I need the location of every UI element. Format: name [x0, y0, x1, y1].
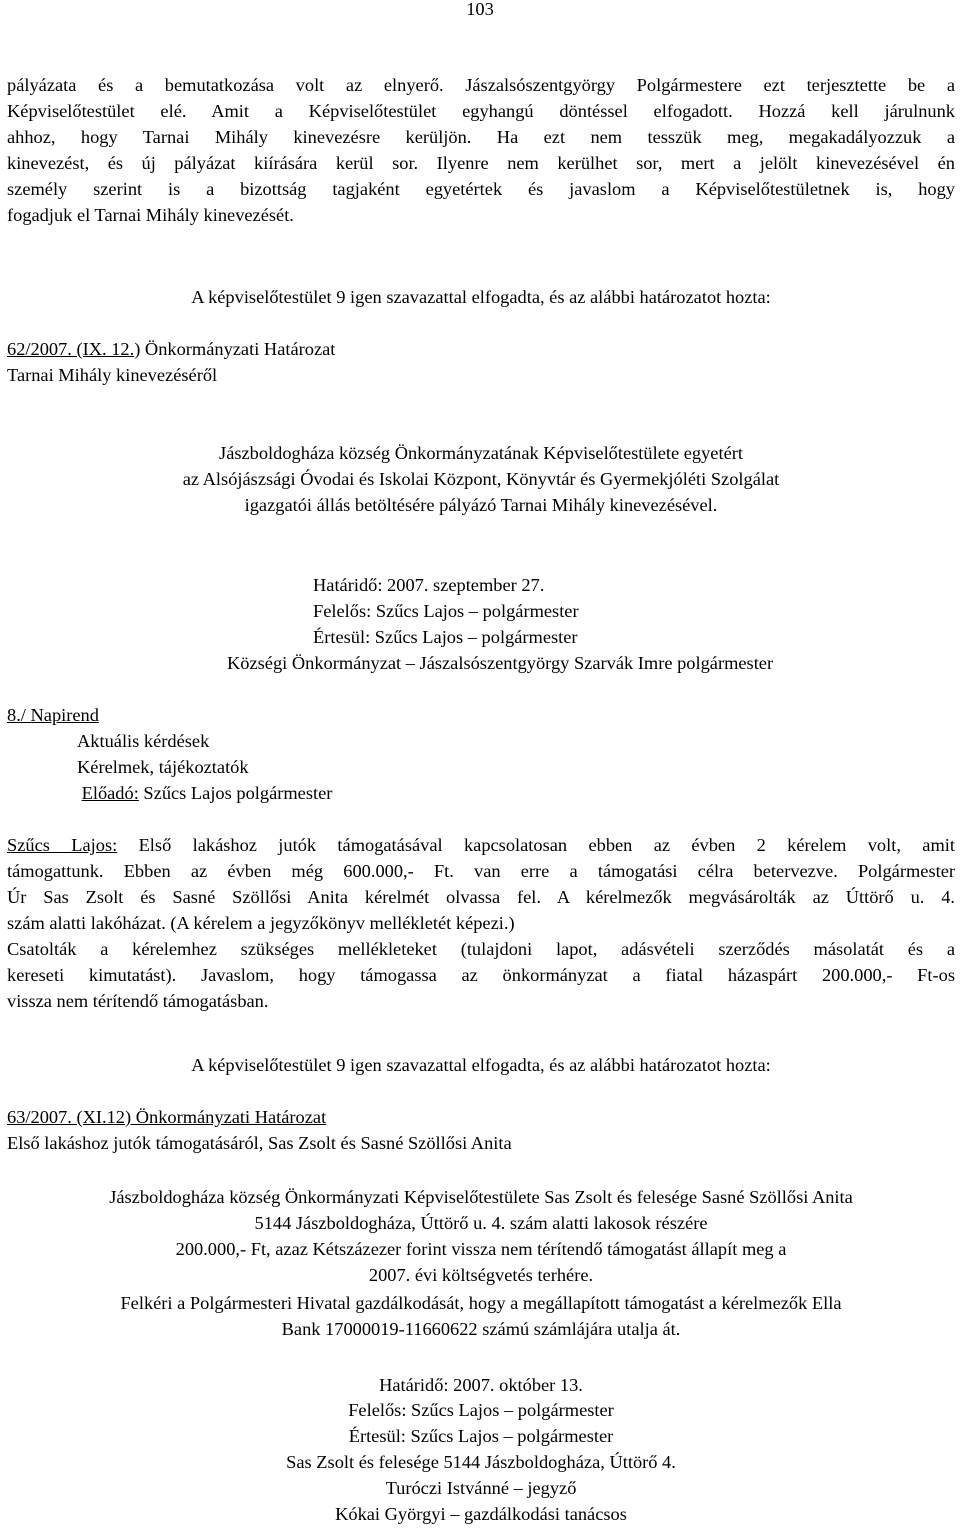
resolution-number: 62/2007. (IX. 12.	[7, 339, 135, 359]
resolution-title-text: ) Önkormányzati Határozat	[134, 339, 336, 359]
notified-recipient: Kókai Györgyi – gazdálkodási tanácsos	[335, 1504, 627, 1524]
resolution-body-line: Felkéri a Polgármesteri Hivatal gazdálkodását, hogy a megállapított támogatást a kérelmezők Ella	[120, 1293, 842, 1313]
notified: Értesül: Szűcs Lajos – polgármester	[348, 1426, 614, 1446]
presenter-label: Előadó:	[81, 783, 139, 803]
resolution-body-line: igazgatói állás betöltésére pályázó Tarnai Mihály kinevezésével.	[244, 495, 718, 515]
resolution-body-line: 5144 Jászboldogháza, Úttörő u. 4. szám alatti lakosok részére	[254, 1213, 708, 1233]
speech-line: vissza nem térítendő támogatásban.	[7, 991, 269, 1011]
page-number: 103	[466, 0, 494, 19]
resolution-subject: Tarnai Mihály kinevezéséről	[7, 365, 218, 385]
resolution-title	[7, 336, 955, 362]
agenda-item: Aktuális kérdések	[77, 731, 210, 751]
paragraph-line: pályázata és a bemutatkozása volt az elnyerő. Jászalsószentgyörgy Polgármestere ezt terjesztette be a	[7, 75, 955, 95]
paragraph-line: ahhoz, hogy Tarnai Mihály kinevezésre kerüljön. Ha ezt nem tesszük meg, megakadályozzuk a	[7, 127, 955, 147]
speaker-name: Szűcs Lajos:	[7, 835, 118, 855]
notified-recipient: Turóczi Istvánné – jegyző	[385, 1478, 577, 1498]
agenda-number	[7, 702, 955, 728]
responsible: Felelős: Szűcs Lajos – polgármester	[348, 1400, 614, 1420]
speech-line: Csatolták a kérelemhez szükséges mellékleteket (tulajdoni lapot, adásvételi szerződés másolatát és a	[7, 939, 955, 959]
resolution-body-line: Jászboldogháza község Önkormányzati Képviselőtestülete Sas Zsolt és felesége Sasné Szöllősi Anita	[109, 1187, 853, 1207]
speech-line: szám alatti lakóházat. (A kérelem a jegyzőkönyv mellékletét képezi.)	[7, 913, 515, 933]
paragraph-line: fogadjuk el Tarnai Mihály kinevezését.	[7, 205, 294, 225]
notified-recipient: Sas Zsolt és felesége 5144 Jászboldogháza, Úttörő 4.	[286, 1452, 676, 1472]
paragraph-line: kinevezést, és új pályázat kiírására kerül sor. Ilyenre nem kerülhet sor, mert a jelölt kinevezésével én	[7, 153, 955, 173]
speech-line: Úr Sas Zsolt és Sasné Szöllősi Anita kérelmét olvassa fel. A kérelmezők megvásárolták az Úttörő u. 4.	[7, 887, 955, 907]
agenda-number-text: 8./ Napirend	[7, 705, 99, 725]
agenda-presenter	[77, 780, 677, 806]
resolution-number: 63/2007. (XI.	[7, 1107, 107, 1127]
responsible: Felelős: Szűcs Lajos – polgármester	[313, 601, 579, 621]
deadline: Határidő: 2007. szeptember 27.	[313, 575, 545, 595]
notified: Értesül: Szűcs Lajos – polgármester	[313, 627, 578, 647]
resolution-body-line: az Alsójászsági Óvodai és Iskolai Központ, Könyvtár és Gyermekjóléti Szolgálat	[182, 469, 780, 489]
speech-line: kereseti kimutatást). Javaslom, hogy támogassa az önkormányzat a fiatal házaspárt 200.000,- Ft-os	[7, 965, 955, 985]
presenter-name: Szűcs Lajos polgármester	[143, 783, 333, 803]
resolution-title	[7, 1104, 955, 1130]
paragraph-line: személy szerint is a bizottság tagjaként egyetértek és javaslom a Képviselőtestületnek is, hogy	[7, 179, 955, 199]
speech-text: Első lakáshoz jutók támogatásával kapcsolatosan ebben az évben 2 kérelem volt, amit	[138, 835, 955, 855]
resolution-subject: Első lakáshoz jutók támogatásáról, Sas Zsolt és Sasné Szöllősi Anita	[7, 1133, 512, 1153]
speech-line	[7, 832, 955, 858]
resolution-title-text: 12) Önkormányzati Határozat	[106, 1107, 327, 1127]
resolution-body-line: 200.000,- Ft, azaz Kétszázezer forint vissza nem térítendő támogatást állapít meg a	[175, 1239, 787, 1259]
vote-statement: A képviselőtestület 9 igen szavazattal elfogadta, és az alábbi határozatot hozta:	[191, 287, 771, 307]
paragraph-line: Képviselőtestület elé. Amit a Képviselőtestület egyhangú döntéssel elfogadott. Hozzá kell járulnunk	[7, 101, 955, 121]
resolution-body-line: 2007. évi költségvetés terhére.	[368, 1265, 594, 1285]
resolution-body-line: Jászboldogháza község Önkormányzatának Képviselőtestülete egyetért	[219, 443, 743, 463]
notified-secondary: Községi Önkormányzat – Jászalsószentgyörgy Szarvák Imre polgármester	[227, 653, 774, 673]
agenda-item: Kérelmek, tájékoztatók	[77, 757, 249, 777]
vote-statement: A képviselőtestület 9 igen szavazattal elfogadta, és az alábbi határozatot hozta:	[191, 1055, 771, 1075]
deadline: Határidő: 2007. október 13.	[379, 1375, 583, 1395]
resolution-body-line: Bank 17000019-11660622 számú számlájára utalja át.	[281, 1319, 681, 1339]
speech-line: támogattunk. Ebben az évben még 600.000,- Ft. van erre a támogatási célra betervezve. Polgármester	[7, 861, 955, 881]
